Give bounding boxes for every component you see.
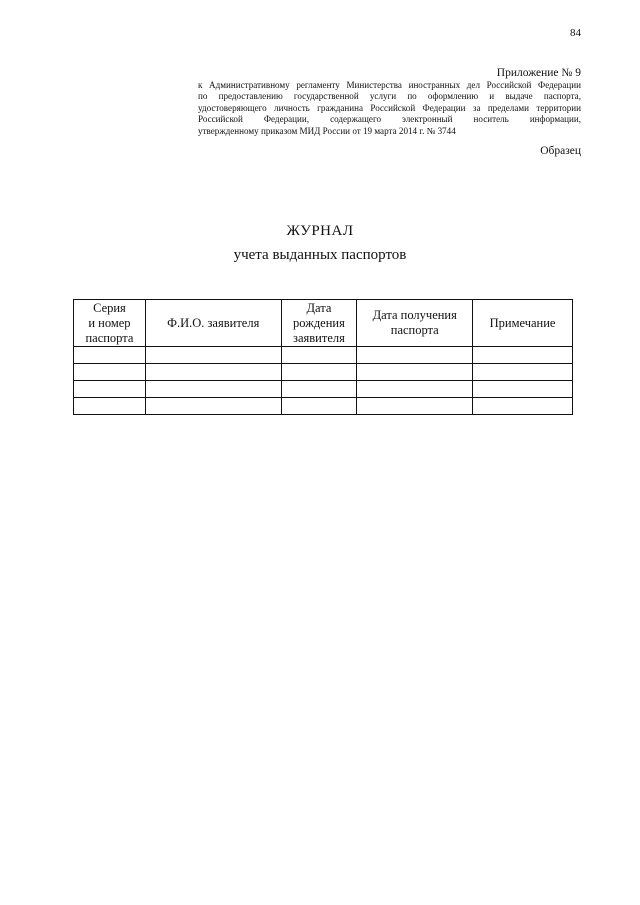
- table-header-row: [74, 300, 573, 347]
- table-cell: [145, 364, 281, 381]
- table-row: [74, 347, 573, 364]
- appendix-line: Российской Федерации, содержащего электронный носитель информации,: [198, 114, 581, 125]
- appendix-title: Приложение № 9: [496, 67, 581, 79]
- appendix-text: [198, 80, 581, 137]
- table-cell: [145, 398, 281, 415]
- document-title: ЖУРНАЛ: [286, 223, 354, 239]
- table-cell: [74, 347, 146, 364]
- appendix-line: удостоверяющего личность гражданина Российской Федерации за пределами территории: [198, 102, 581, 113]
- document-subtitle: учета выданных паспортов: [233, 247, 407, 263]
- table-cell: [74, 398, 146, 415]
- header-applicant-name: Ф.И.О. заявителя: [145, 300, 281, 347]
- table-cell: [357, 364, 473, 381]
- table-cell: [357, 398, 473, 415]
- header-applicant-birth-date: Дата рождения заявителя: [281, 300, 357, 347]
- table-cell: [281, 364, 357, 381]
- table-row: [74, 398, 573, 415]
- table-cell: [145, 381, 281, 398]
- table-row: [74, 381, 573, 398]
- appendix-line: к Административному регламенту Министерства иностранных дел Российской Федерации: [198, 80, 581, 90]
- header-passport-number: Серия и номер паспорта: [74, 300, 146, 347]
- table-cell: [473, 347, 573, 364]
- table-cell: [357, 381, 473, 398]
- table-cell: [357, 347, 473, 364]
- table-cell: [74, 381, 146, 398]
- table-cell: [74, 364, 146, 381]
- page-number: 84: [570, 27, 581, 39]
- table-row: [74, 364, 573, 381]
- table-cell: [473, 398, 573, 415]
- sample-label: Образец: [540, 145, 581, 157]
- table-cell: [281, 347, 357, 364]
- header-receipt-date: Дата получения паспорта: [357, 300, 473, 347]
- table-cell: [281, 398, 357, 415]
- appendix-line: утвержденному приказом МИД России от 19 марта 2014 г. № 3744: [198, 125, 456, 136]
- table-cell: [145, 347, 281, 364]
- table-cell: [473, 381, 573, 398]
- appendix-line: по предоставлению государственной услуги по оформлению и выдаче паспорта,: [198, 91, 581, 102]
- passport-journal-table: [73, 299, 573, 415]
- header-note: Примечание: [473, 300, 573, 347]
- table-cell: [473, 364, 573, 381]
- table-cell: [281, 381, 357, 398]
